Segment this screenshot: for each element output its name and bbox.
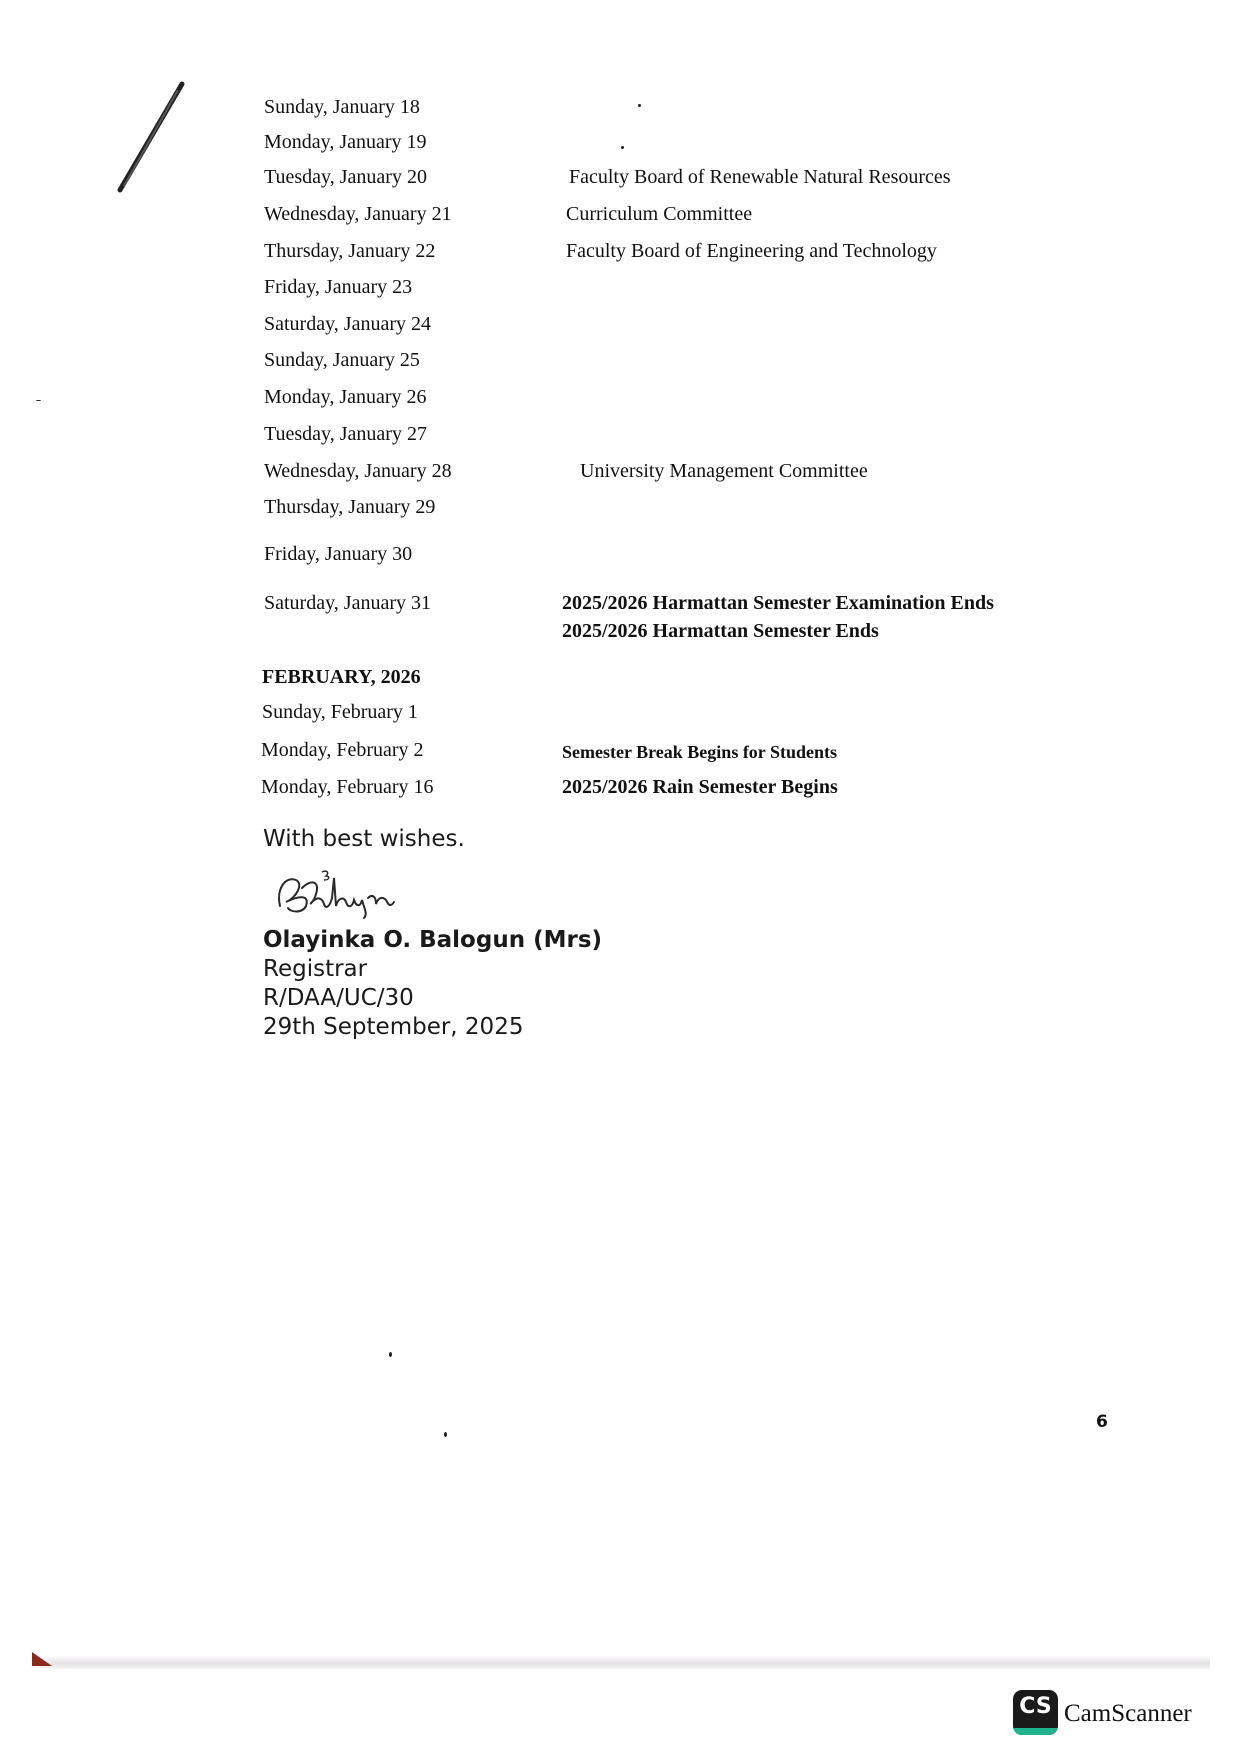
schedule-date: Thursday, January 29 (264, 496, 436, 518)
month-heading: FEBRUARY, 2026 (262, 666, 421, 688)
schedule-row (0, 386, 1240, 416)
schedule-date: Saturday, January 24 (264, 313, 431, 335)
schedule-date: Monday, January 26 (264, 386, 427, 408)
schedule-row (0, 739, 1240, 769)
schedule-event: Faculty Board of Engineering and Technology (566, 240, 937, 262)
schedule-event: 2025/2026 Rain Semester Begins (562, 776, 838, 798)
schedule-date: Friday, January 23 (264, 276, 413, 298)
schedule-row (0, 701, 1240, 731)
schedule-date: Wednesday, January 28 (264, 460, 452, 482)
schedule-date: Monday, February 2 (261, 739, 424, 761)
schedule-date: Friday, January 30 (264, 543, 413, 565)
scan-speck (444, 1432, 447, 1437)
schedule-date: Monday, January 19 (264, 131, 427, 153)
schedule-date: Monday, February 16 (261, 776, 434, 798)
closing-greeting: With best wishes. (263, 826, 465, 852)
schedule-date: Saturday, January 31 (264, 592, 431, 614)
camscanner-wordmark: CamScanner (1064, 1700, 1192, 1727)
schedule-row (0, 240, 1240, 270)
schedule-row (0, 460, 1240, 490)
schedule-event: 2025/2026 Harmattan Semester Examination Ends (562, 592, 994, 614)
schedule-row (0, 131, 1240, 161)
schedule-row (0, 543, 1240, 573)
schedule-row (0, 496, 1240, 526)
registrar-signature (272, 868, 412, 920)
reference-number: R/DAA/UC/30 (263, 985, 414, 1011)
camscanner-logo-icon (1013, 1690, 1058, 1735)
schedule-date: Sunday, February 1 (262, 701, 418, 723)
schedule-date: Tuesday, January 27 (264, 423, 427, 445)
schedule-event: University Management Committee (580, 460, 868, 482)
schedule-row (0, 776, 1240, 806)
corner-arrow-mark (32, 1652, 52, 1666)
schedule-event: Faculty Board of Renewable Natural Resources (569, 166, 951, 188)
camscanner-logo-bar (1013, 1728, 1058, 1735)
schedule-row (0, 203, 1240, 233)
schedule-date: Thursday, January 22 (264, 240, 436, 262)
schedule-row (0, 166, 1240, 196)
schedule-row (0, 592, 1240, 622)
schedule-row (0, 313, 1240, 343)
schedule-date: Sunday, January 18 (264, 96, 420, 118)
schedule-date: Tuesday, January 20 (264, 166, 427, 188)
schedule-event: Semester Break Begins for Students (562, 742, 838, 762)
camscanner-logo-text: CS (1019, 1694, 1052, 1719)
signatory-title: Registrar (263, 956, 368, 982)
schedule-date: Wednesday, January 21 (264, 203, 452, 225)
schedule-date: Sunday, January 25 (264, 349, 420, 371)
letter-date: 29th September, 2025 (263, 1014, 524, 1040)
page-number: 6 (1096, 1412, 1108, 1432)
schedule-row (0, 349, 1240, 379)
signatory-name: Olayinka O. Balogun (Mrs) (263, 927, 603, 953)
schedule-row (0, 423, 1240, 453)
scan-edge-strip (40, 1655, 1210, 1669)
schedule-row (0, 276, 1240, 306)
schedule-event-continued: 2025/2026 Harmattan Semester Ends (562, 620, 879, 642)
schedule-row (0, 96, 1240, 126)
scan-speck (389, 1352, 392, 1357)
schedule-event: Curriculum Committee (566, 203, 753, 225)
